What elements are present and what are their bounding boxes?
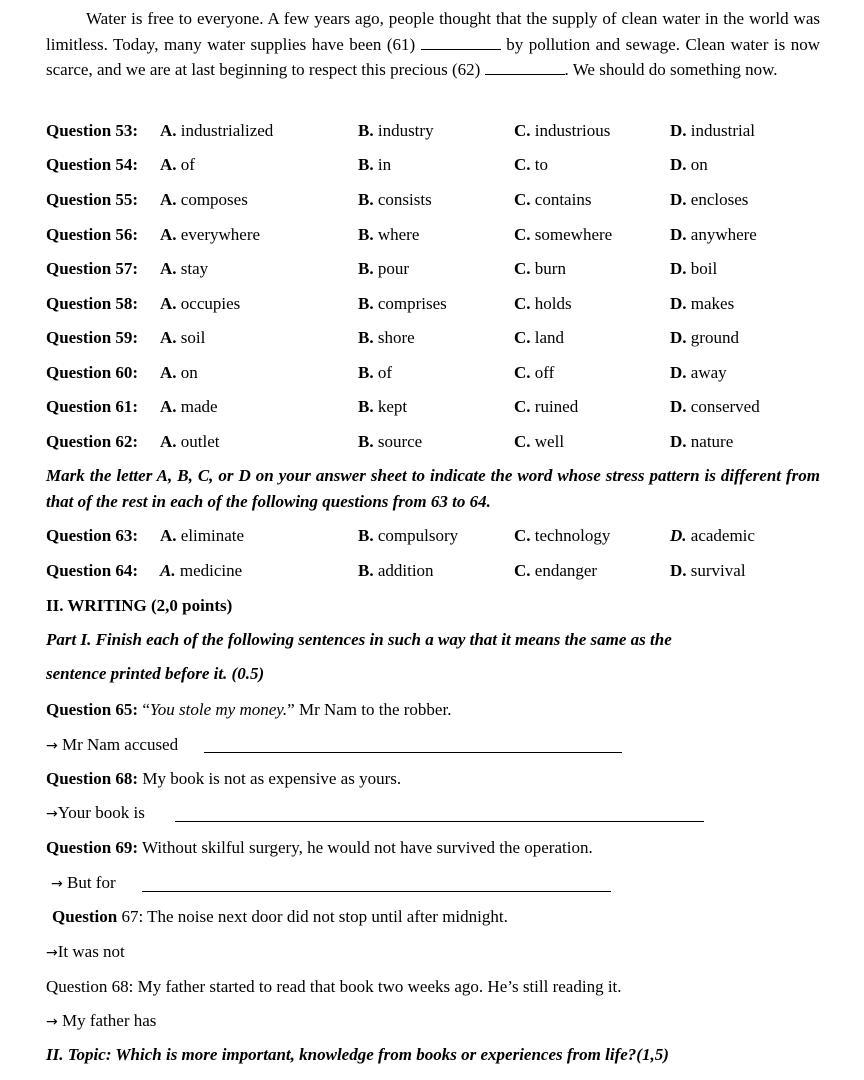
- option-letter: A.: [160, 432, 177, 451]
- question-label: Question 58:: [46, 294, 139, 313]
- answer-67: [46, 941, 125, 963]
- writing-heading: II. WRITING (2,0 points): [46, 596, 233, 615]
- option-letter: D.: [670, 225, 687, 244]
- option-text: industrialized: [176, 121, 274, 140]
- option-a[interactable]: [160, 327, 205, 349]
- option-text: survival: [686, 561, 746, 580]
- option-d[interactable]: [670, 396, 760, 418]
- answer-68a: [46, 802, 145, 824]
- option-letter: B.: [358, 561, 374, 580]
- arrow-icon: →: [51, 876, 63, 892]
- question-row: [46, 258, 718, 280]
- option-c[interactable]: [514, 560, 597, 582]
- option-d[interactable]: [670, 560, 746, 582]
- option-c[interactable]: [514, 120, 610, 142]
- option-c[interactable]: [514, 224, 612, 246]
- option-a[interactable]: [160, 154, 195, 176]
- option-b[interactable]: [358, 396, 407, 418]
- part1-instruction-line2: sentence printed before it. (0.5): [46, 664, 265, 683]
- question-label: Question 53:: [46, 121, 139, 140]
- option-b[interactable]: [358, 189, 432, 211]
- option-text: technology: [530, 526, 611, 545]
- option-text: away: [686, 363, 727, 382]
- arrow-icon: →: [46, 1014, 58, 1030]
- reading-passage: [46, 6, 820, 83]
- option-letter: D.: [670, 328, 687, 347]
- option-b[interactable]: [358, 431, 422, 453]
- answer-68a-prompt: Your book is: [57, 803, 145, 822]
- option-text: kept: [373, 397, 408, 416]
- option-b[interactable]: [358, 525, 458, 547]
- answer-65: [46, 734, 178, 756]
- option-text: consists: [373, 190, 432, 209]
- answer-69: [51, 872, 116, 894]
- option-text: academic: [686, 526, 755, 545]
- option-letter: D.: [670, 363, 687, 382]
- option-letter: C.: [514, 363, 531, 382]
- option-text: makes: [686, 294, 735, 313]
- option-c[interactable]: [514, 258, 566, 280]
- question-65: [46, 699, 451, 721]
- option-letter: C.: [514, 190, 531, 209]
- answer-68a-line[interactable]: [175, 820, 704, 822]
- option-text: of: [373, 363, 393, 382]
- option-letter: A.: [160, 121, 177, 140]
- option-text: conserved: [686, 397, 760, 416]
- option-text: shore: [373, 328, 415, 347]
- option-letter: A.: [160, 259, 177, 278]
- option-d[interactable]: [670, 431, 733, 453]
- option-b[interactable]: [358, 293, 447, 315]
- arrow-icon: →: [46, 945, 58, 961]
- option-text: pour: [373, 259, 410, 278]
- option-text: endanger: [530, 561, 598, 580]
- option-letter: A.: [160, 294, 177, 313]
- question-row: [46, 293, 735, 315]
- option-letter: B.: [358, 294, 374, 313]
- question-row: [46, 154, 708, 176]
- question-row: [46, 431, 734, 453]
- stress-question-row: [46, 525, 755, 547]
- option-text: composes: [176, 190, 248, 209]
- option-b[interactable]: [358, 258, 409, 280]
- option-text: holds: [530, 294, 572, 313]
- question-68a-text: My book is not as expensive as yours.: [138, 769, 402, 788]
- option-letter: B.: [358, 155, 374, 174]
- question-67: [52, 906, 508, 928]
- option-letter: B.: [358, 225, 374, 244]
- stress-question-row: [46, 560, 746, 582]
- option-letter: C.: [514, 121, 531, 140]
- option-letter: D.: [670, 259, 687, 278]
- option-text: comprises: [373, 294, 447, 313]
- option-letter: A.: [160, 328, 177, 347]
- question-65-label: Question 65:: [46, 700, 139, 719]
- question-label: Question 57:: [46, 259, 139, 278]
- passage-text-3: . We should do something now.: [564, 60, 778, 79]
- option-b[interactable]: [358, 120, 434, 142]
- answer-69-line[interactable]: [142, 890, 611, 892]
- option-text: of: [176, 155, 195, 174]
- option-c[interactable]: [514, 154, 548, 176]
- option-text: anywhere: [686, 225, 757, 244]
- answer-69-prompt: But for: [66, 873, 116, 892]
- option-b[interactable]: [358, 224, 419, 246]
- option-text: in: [373, 155, 392, 174]
- answer-68b: [46, 1010, 156, 1032]
- option-text: soil: [176, 328, 206, 347]
- question-row: [46, 224, 757, 246]
- option-text: on: [176, 363, 198, 382]
- option-letter: B.: [358, 526, 374, 545]
- option-d[interactable]: [670, 224, 757, 246]
- passage-text-2: by pollution and sewage. Clean water is now scarce, and we are at last beginning to respect this precious (62): [46, 34, 820, 79]
- quote-open: “: [138, 700, 150, 719]
- question-row: [46, 189, 749, 211]
- arrow-icon: →: [46, 738, 58, 754]
- option-text: source: [373, 432, 423, 451]
- question-label: Question 59:: [46, 328, 139, 347]
- option-letter: C.: [514, 259, 531, 278]
- option-letter: B.: [358, 121, 374, 140]
- option-b[interactable]: [358, 362, 392, 384]
- option-a[interactable]: [160, 431, 220, 453]
- option-text: on: [686, 155, 708, 174]
- option-a[interactable]: [160, 525, 244, 547]
- question-67-label: Question: [52, 907, 118, 926]
- option-d[interactable]: [670, 189, 748, 211]
- option-text: industrial: [686, 121, 755, 140]
- option-letter: B.: [358, 363, 374, 382]
- question-68a-label: Question 68:: [46, 769, 139, 788]
- option-text: everywhere: [176, 225, 261, 244]
- option-text: compulsory: [373, 526, 459, 545]
- option-letter: A.: [160, 363, 177, 382]
- question-label: Question 63:: [46, 526, 139, 545]
- option-a[interactable]: [160, 120, 273, 142]
- question-label: Question 62:: [46, 432, 139, 451]
- option-text: medicine: [175, 561, 243, 580]
- option-letter: D.: [670, 190, 687, 209]
- option-text: outlet: [176, 432, 220, 451]
- option-text: eliminate: [176, 526, 245, 545]
- option-d[interactable]: [670, 154, 708, 176]
- option-letter: A.: [160, 561, 176, 580]
- answer-65-prompt: Mr Nam accused: [61, 735, 179, 754]
- passage-text-1: Water is free to everyone. A few years ago, people thought that the supply of clean water in the world was limitless. Today, many water supplies have been (61): [46, 9, 820, 54]
- question-label: Question 64:: [46, 561, 139, 580]
- option-c[interactable]: [514, 362, 554, 384]
- question-label: Question 55:: [46, 190, 139, 209]
- option-text: land: [530, 328, 565, 347]
- option-letter: A.: [160, 526, 177, 545]
- option-text: nature: [686, 432, 734, 451]
- option-letter: B.: [358, 328, 374, 347]
- option-letter: D.: [670, 561, 687, 580]
- stress-instruction: Mark the letter A, B, C, or D on your answer sheet to indicate the word whose stress pattern is different from that of the rest in each of the following questions from 63 to 64.: [46, 466, 820, 511]
- option-text: well: [530, 432, 565, 451]
- question-65-quote: You stole my money.: [149, 700, 288, 719]
- option-letter: B.: [358, 397, 374, 416]
- option-letter: D.: [670, 397, 687, 416]
- option-letter: C.: [514, 294, 531, 313]
- option-letter: B.: [358, 432, 374, 451]
- question-68b: Question 68: My father started to read that book two weeks ago. He’s still reading it.: [46, 977, 622, 996]
- arrow-icon: →: [46, 806, 58, 822]
- option-c[interactable]: [514, 431, 564, 453]
- option-letter: C.: [514, 155, 531, 174]
- option-letter: A.: [160, 397, 177, 416]
- question-row: [46, 396, 760, 418]
- question-65-rest: ” Mr Nam to the robber.: [287, 700, 452, 719]
- option-c[interactable]: [514, 189, 591, 211]
- question-label: Question 60:: [46, 363, 139, 382]
- question-row: [46, 362, 727, 384]
- option-letter: D.: [670, 294, 687, 313]
- option-text: stay: [176, 259, 209, 278]
- option-letter: C.: [514, 397, 531, 416]
- question-row: [46, 120, 755, 142]
- option-c[interactable]: [514, 327, 564, 349]
- option-a[interactable]: [160, 224, 260, 246]
- option-c[interactable]: [514, 525, 610, 547]
- option-a[interactable]: [160, 362, 198, 384]
- option-b[interactable]: [358, 154, 391, 176]
- option-text: where: [373, 225, 420, 244]
- option-text: made: [176, 397, 218, 416]
- option-d[interactable]: [670, 525, 755, 547]
- question-row: [46, 327, 739, 349]
- option-letter: D.: [670, 526, 687, 545]
- option-letter: A.: [160, 225, 177, 244]
- option-letter: C.: [514, 328, 531, 347]
- option-letter: D.: [670, 121, 687, 140]
- option-d[interactable]: [670, 258, 717, 280]
- option-text: contains: [530, 190, 592, 209]
- option-letter: D.: [670, 155, 687, 174]
- question-68a: [46, 768, 401, 790]
- option-a[interactable]: [160, 560, 242, 582]
- option-d[interactable]: [670, 293, 734, 315]
- question-67-text: 67: The noise next door did not stop until after midnight.: [117, 907, 508, 926]
- option-letter: D.: [670, 432, 687, 451]
- blank-62: [485, 60, 565, 75]
- question-69-text: Without skilful surgery, he would not have survived the operation.: [138, 838, 593, 857]
- option-letter: C.: [514, 526, 531, 545]
- option-a[interactable]: [160, 293, 240, 315]
- option-text: encloses: [686, 190, 749, 209]
- blank-61: [421, 35, 501, 50]
- option-text: industrious: [530, 121, 611, 140]
- option-text: burn: [530, 259, 566, 278]
- option-c[interactable]: [514, 293, 572, 315]
- option-text: addition: [373, 561, 434, 580]
- option-text: boil: [686, 259, 718, 278]
- option-b[interactable]: [358, 560, 434, 582]
- question-69: [46, 837, 593, 859]
- option-text: occupies: [176, 294, 241, 313]
- option-letter: C.: [514, 561, 531, 580]
- option-d[interactable]: [670, 362, 727, 384]
- option-a[interactable]: [160, 258, 208, 280]
- option-text: off: [530, 363, 555, 382]
- option-text: ground: [686, 328, 739, 347]
- option-text: to: [530, 155, 549, 174]
- option-letter: C.: [514, 432, 531, 451]
- option-text: ruined: [530, 397, 579, 416]
- topic-prompt: II. Topic: Which is more important, knowledge from books or experiences from life?(1,5): [46, 1045, 669, 1064]
- option-letter: B.: [358, 190, 374, 209]
- option-d[interactable]: [670, 327, 739, 349]
- question-label: Question 61:: [46, 397, 139, 416]
- question-label: Question 54:: [46, 155, 139, 174]
- option-a[interactable]: [160, 396, 218, 418]
- option-a[interactable]: [160, 189, 248, 211]
- answer-67-prompt: It was not: [57, 942, 125, 961]
- option-letter: A.: [160, 155, 177, 174]
- answer-68b-prompt: My father has: [61, 1011, 157, 1030]
- question-69-label: Question 69:: [46, 838, 139, 857]
- option-letter: A.: [160, 190, 177, 209]
- option-letter: C.: [514, 225, 531, 244]
- question-label: Question 56:: [46, 225, 139, 244]
- part1-instruction-line1: Part I. Finish each of the following sentences in such a way that it means the same as the: [46, 630, 672, 649]
- option-letter: B.: [358, 259, 374, 278]
- option-c[interactable]: [514, 396, 578, 418]
- option-text: somewhere: [530, 225, 613, 244]
- option-b[interactable]: [358, 327, 415, 349]
- answer-65-line[interactable]: [204, 751, 622, 753]
- option-d[interactable]: [670, 120, 755, 142]
- option-text: industry: [373, 121, 434, 140]
